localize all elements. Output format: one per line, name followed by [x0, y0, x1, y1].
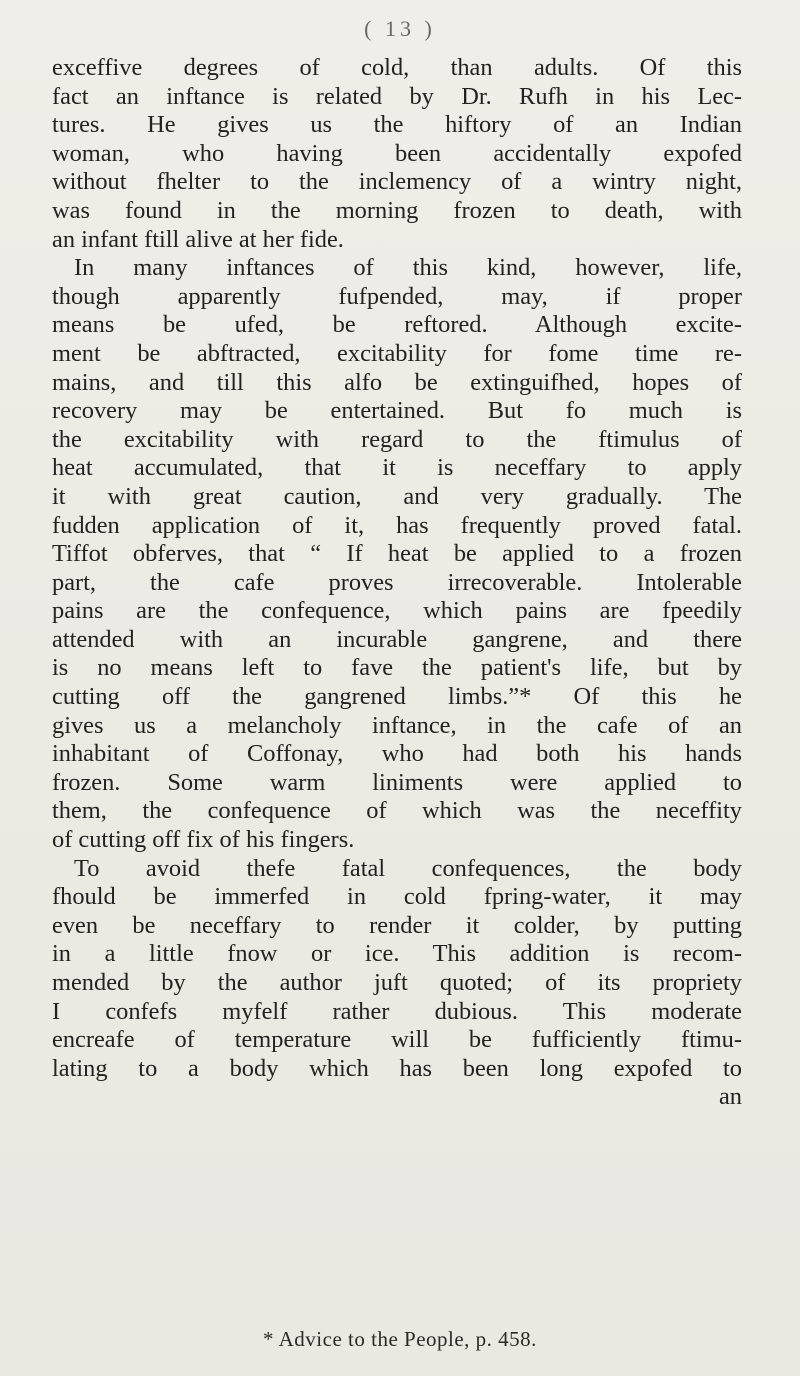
text-line: encreafe of temperature will be fufficiently ftimu-	[52, 1026, 742, 1054]
text-line: I confefs myfelf rather dubious. This moderate	[52, 997, 742, 1025]
text-line: is no means left to fave the patient's life, but by	[52, 654, 742, 682]
text-line: fact an inftance is related by Dr. Rufh in his Lec-	[52, 82, 742, 110]
text-line: though apparently fufpended, may, if proper	[52, 282, 742, 310]
text-line: tures. He gives us the hiftory of an Indian	[52, 111, 742, 139]
text-line: an	[718, 1083, 742, 1111]
text-line: attended with an incurable gangrene, and there	[52, 625, 742, 653]
text-line: the excitability with regard to the ftimulus of	[52, 425, 742, 453]
text-line: In many inftances of this kind, however, life,	[74, 254, 742, 282]
text-line: recovery may be entertained. But fo much is	[52, 397, 742, 425]
text-line: ment be abftracted, excitability for fome time re-	[52, 339, 742, 367]
text-line: cutting off the gangrened limbs.”* Of this he	[52, 683, 742, 711]
text-line: it with great caution, and very gradually. The	[52, 482, 742, 510]
text-line: of cutting off fix of his fingers.	[52, 826, 355, 854]
body-text	[52, 54, 742, 1112]
text-line: frozen. Some warm liniments were applied to	[52, 768, 742, 796]
text-line: exceffive degrees of cold, than adults. Of this	[52, 54, 742, 81]
footnote: * Advice to the People, p. 458.	[263, 1327, 537, 1351]
text-line: pains are the confequence, which pains are fpeedily	[52, 597, 742, 625]
text-line: was found in the morning frozen to death, with	[52, 196, 742, 224]
text-line: To avoid thefe fatal confequences, the body	[74, 854, 742, 882]
text-line: without fhelter to the inclemency of a wintry night,	[52, 168, 742, 196]
text-line: means be ufed, be reftored. Although excite-	[52, 311, 742, 339]
text-line: inhabitant of Coffonay, who had both his hands	[52, 740, 742, 768]
text-line: mains, and till this alfo be extinguifhed, hopes of	[52, 368, 742, 396]
text-line: heat accumulated, that it is neceffary to apply	[52, 454, 742, 482]
text-line: an infant ftill alive at her fide.	[52, 225, 344, 253]
text-line: part, the cafe proves irrecoverable. Intolerable	[52, 568, 742, 596]
text-line: fhould be immerfed in cold fpring-water, it may	[52, 883, 742, 911]
text-line: even be neceffary to render it colder, by putting	[52, 911, 742, 939]
text-line: lating to a body which has been long expofed to	[52, 1054, 742, 1082]
text-line: gives us a melancholy inftance, in the cafe of an	[52, 711, 742, 739]
text-line: Tiffot obferves, that “ If heat be applied to a frozen	[52, 540, 742, 568]
page-number: ( 13 )	[364, 16, 436, 41]
text-line: woman, who having been accidentally expofed	[52, 139, 742, 167]
text-line: fudden application of it, has frequently proved fatal.	[52, 511, 742, 539]
text-line: them, the confequence of which was the neceffity	[52, 797, 742, 825]
text-line: mended by the author juft quoted; of its propriety	[52, 969, 742, 996]
text-line: in a little fnow or ice. This addition is recom-	[52, 940, 742, 968]
